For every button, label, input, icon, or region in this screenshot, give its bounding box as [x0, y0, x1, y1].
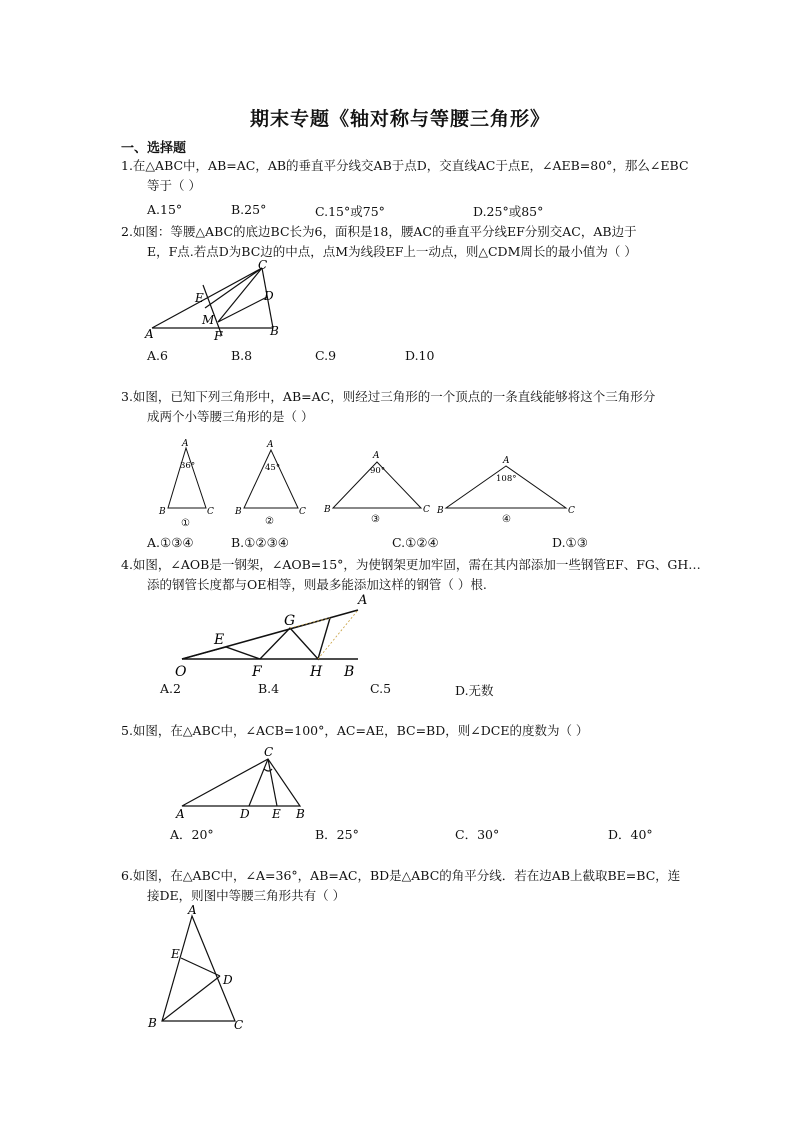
q3-triangle-4	[446, 466, 566, 508]
q5-triangle-abc	[182, 759, 300, 806]
q5-option-a: A．20°	[170, 827, 214, 842]
q2-option-a: A.6	[147, 348, 168, 363]
question-3-line-1: 3.如图，已知下列三角形中，AB=AC，则经过三角形的一个顶点的一条直线能够将这个三角形分	[121, 389, 656, 404]
q4-dash-2	[318, 610, 358, 659]
q5-option-b: B．25°	[315, 827, 359, 842]
question-3-line-2: 成两个小等腰三角形的是（ ）	[147, 409, 314, 424]
q3-t2-label-c: C	[299, 507, 306, 517]
q3-t3-angle: 90°	[370, 466, 386, 476]
q3-t3-label-b: B	[324, 505, 331, 515]
q6-label-a: A	[188, 903, 197, 917]
q2-label-f: F	[214, 329, 223, 343]
q2-line-dm	[218, 297, 267, 322]
q2-label-e: E	[195, 291, 204, 305]
q4-label-a: A	[358, 593, 368, 608]
question-5-line-1: 5.如图，在△ABC中，∠ACB=100°，AC=AE，BC=BD，则∠DCE的度数为（ ）	[121, 723, 589, 738]
q2-option-c: C.9	[315, 348, 337, 363]
q1-option-b: B.25°	[231, 202, 267, 217]
question-2-line-2: E，F点.若点D为BC边的中点，点M为线段EF上一动点，则△CDM周长的最小值为（ ）	[147, 244, 637, 259]
q4-label-f: F	[252, 664, 262, 680]
q2-figure	[140, 260, 290, 344]
q5-label-e: E	[272, 807, 281, 821]
q4-option-a: A.2	[160, 681, 181, 696]
q1-option-c: C.15°或75°	[315, 204, 385, 219]
q3-t4-label-b: B	[437, 506, 444, 516]
q4-figure	[170, 592, 380, 682]
q4-label-b: B	[344, 664, 355, 680]
question-2-line-1: 2.如图：等腰△ABC的底边BC长为6，面积是18，腰AC的垂直平分线EF分别交AC，AB边于	[121, 224, 637, 239]
q3-t1-angle: 36°	[180, 461, 196, 471]
q6-label-e: E	[171, 947, 180, 961]
section-heading: 一、选择题	[121, 141, 187, 156]
question-4-line-1: 4.如图，∠AOB是一钢架，∠AOB=15°，为使钢架更加牢固，需在其内部添加一些钢管EF、FG、GH…	[121, 557, 701, 572]
q3-t4-label-a: A	[503, 456, 510, 466]
q4-option-b: B.4	[258, 681, 280, 696]
q6-triangle-abc	[162, 916, 235, 1021]
q5-option-c: C．30°	[455, 827, 500, 842]
q3-option-c: C.①②④	[392, 535, 439, 550]
q3-t1-number: ①	[181, 518, 190, 529]
q3-t4-label-c: C	[568, 506, 575, 516]
question-1-line-2: 等于（ ）	[147, 178, 201, 193]
q3-t1-label-b: B	[159, 507, 166, 517]
q2-label-b: B	[270, 324, 279, 338]
q6-line-de	[181, 958, 220, 976]
q2-label-m: M	[202, 313, 215, 327]
q5-label-b: B	[296, 807, 305, 821]
q5-label-d: D	[240, 807, 250, 821]
question-6-line-1: 6.如图，在△ABC中，∠A=36°，AB=AC，BD是△ABC的角平分线．若在边AB上截取BE=BC，连	[121, 868, 681, 883]
q4-option-d: D.无数	[455, 683, 494, 698]
q6-figure	[140, 900, 250, 1035]
q2-label-c: C	[258, 258, 268, 272]
q6-label-c: C	[234, 1018, 244, 1032]
q3-t4-number: ④	[502, 514, 511, 525]
q3-t3-label-c: C	[423, 505, 430, 515]
q5-angle-arc	[264, 769, 272, 771]
q5-figure	[172, 744, 312, 822]
q2-label-d: D	[264, 289, 274, 303]
q4-label-e: E	[214, 632, 225, 648]
q5-label-c: C	[264, 745, 274, 759]
q3-triangle-1	[168, 448, 206, 508]
q4-label-h: H	[310, 664, 323, 680]
q3-figures	[150, 436, 580, 528]
q5-line-cd	[249, 759, 268, 806]
q2-line-ce	[205, 268, 262, 308]
q2-option-b: B.8	[231, 348, 253, 363]
q3-t2-label-b: B	[235, 507, 242, 517]
q3-t2-label-a: A	[267, 440, 274, 450]
q6-line-bd	[162, 976, 220, 1021]
q2-label-a: A	[145, 327, 154, 341]
q6-label-d: D	[223, 973, 233, 987]
q4-label-g: G	[284, 613, 296, 629]
q3-option-b: B.①②③④	[231, 535, 289, 550]
q3-triangle-2	[244, 450, 298, 508]
question-6-line-2: 接DE，则图中等腰三角形共有（ ）	[147, 888, 346, 903]
q3-option-d: D.①③	[552, 535, 588, 550]
q5-label-a: A	[176, 807, 185, 821]
page-title: 期末专题《轴对称与等腰三角形》	[250, 108, 551, 130]
q3-t2-angle: 45°	[265, 463, 281, 473]
q3-t3-number: ③	[371, 514, 380, 525]
q2-option-d: D.10	[405, 348, 435, 363]
q3-t4-angle: 108°	[496, 474, 517, 484]
q4-label-o: O	[175, 664, 187, 680]
question-1-line-1: 1.在△ABC中，AB=AC，AB的垂直平分线交AB于点D，交直线AC于点E，∠AEB=80°，那么∠EBC	[121, 158, 689, 173]
q3-t1-label-a: A	[182, 439, 189, 449]
q4-option-c: C.5	[370, 681, 392, 696]
q1-option-d: D.25°或85°	[473, 204, 544, 219]
q3-t3-label-a: A	[373, 451, 380, 461]
q3-option-a: A.①③④	[147, 535, 194, 550]
q2-line-cm	[218, 268, 262, 322]
q3-t2-number: ②	[265, 516, 274, 527]
question-4-line-2: 添的钢管长度都与OE相等，则最多能添加这样的钢管（ ）根.	[147, 577, 487, 592]
q6-label-b: B	[148, 1016, 157, 1030]
q1-option-a: A.15°	[147, 202, 183, 217]
q3-t1-label-c: C	[207, 507, 214, 517]
q5-option-d: D．40°	[608, 827, 653, 842]
